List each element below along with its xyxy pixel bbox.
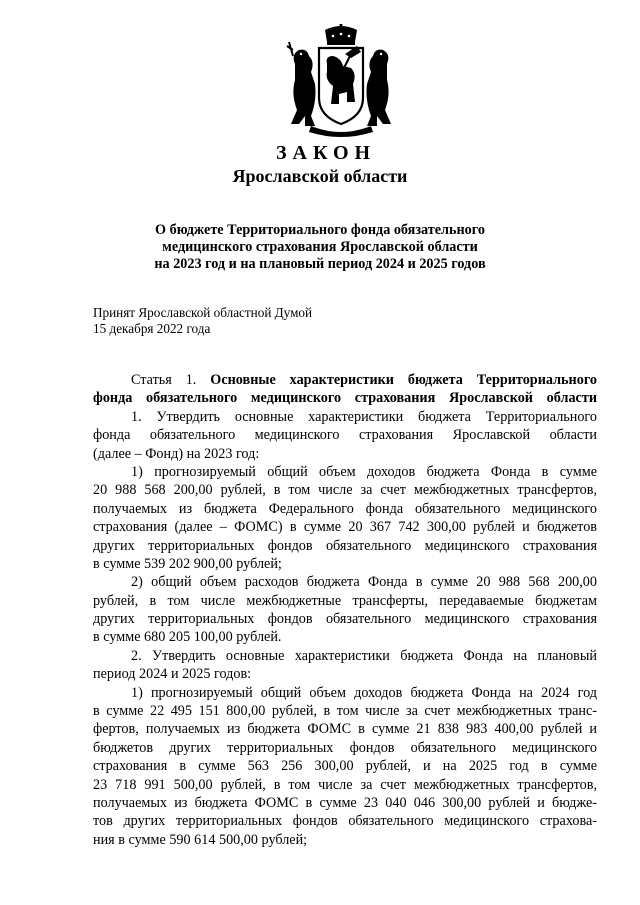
bear-supporter-right-icon [367, 50, 392, 126]
adoption-date: 15 декабря 2022 года [93, 321, 211, 336]
body-line: (далее – Фонд) на 2023 год: [93, 445, 260, 462]
body-line: тов других территориальных фондов обязательного медицинского страхова- [93, 813, 597, 830]
body-line: 2) общий объем расходов бюджета Фонда в сумме 20 988 568 200,00 [131, 574, 597, 591]
body-line: бюджетов других территориальных фондов обязательного медицинского [93, 739, 597, 756]
body-line: рублей, в том числе межбюджетные трансферты, передаваемые бюджетам [93, 592, 597, 609]
crown-icon [325, 24, 357, 45]
body-line: других территориальных фондов обязательного медицинского страхования [93, 611, 597, 628]
article-title-continued: фонда обязательного медицинского страхования Ярославской области [93, 390, 597, 407]
body-line: получаемых из бюджета Федерального фонда обязательного медицинского [93, 500, 597, 517]
body-line: в сумме 680 205 100,00 рублей. [93, 629, 282, 646]
body-line: фонда обязательного медицинского страхования Ярославской области [93, 427, 597, 444]
body-line: 1) прогнозируемый общий объем доходов бюджета Фонда на 2024 год [131, 684, 597, 701]
body-line: 20 988 568 200,00 рублей, в том числе за счет межбюджетных трансфертов, [93, 482, 597, 499]
body-line: 23 718 991 500,00 рублей, в том числе за счет межбюджетных трансфертов, [93, 776, 597, 793]
body-line: период 2024 и 2025 годов: [93, 666, 252, 683]
bear-supporter-left-icon [287, 42, 316, 126]
article-title: Основные характеристики бюджета Территориального [210, 372, 597, 388]
body-line: страхования (далее – ФОМС) в сумме 20 367 742 300,00 рублей и бюджетов [93, 519, 597, 536]
body-line: 1. Утвердить основные характеристики бюджета Территориального [131, 408, 597, 425]
subject-line: на 2023 год и на плановый период 2024 и 2025 годов [154, 256, 486, 272]
body-line: ния в сумме 590 614 500,00 рублей; [93, 831, 308, 848]
body-line: фертов, получаемых из бюджета ФОМС в сумме 21 838 983 400,00 рублей и [93, 721, 597, 738]
adoption-line: Принят Ярославской областной Думой [93, 305, 313, 320]
document-region: Ярославской области [232, 166, 408, 186]
article-heading-line [93, 371, 597, 389]
law-body [93, 371, 597, 849]
shield-icon [319, 46, 363, 124]
coat-of-arms-emblem [281, 24, 401, 140]
law-subject [0, 222, 640, 273]
adoption-note [93, 305, 312, 337]
document-heading: ЗАКОН [275, 142, 377, 164]
body-line: в сумме 539 202 900,00 рублей; [93, 555, 282, 572]
subject-line: О бюджете Территориального фонда обязательного [155, 222, 485, 238]
body-line: 2. Утвердить основные характеристики бюджета Фонда на плановый [131, 647, 597, 664]
body-line: других территориальных фондов обязательного медицинского страхования [93, 537, 597, 554]
body-line: получаемых из бюджета ФОМС в сумме 23 040 046 300,00 рублей и бюдже- [93, 794, 597, 811]
body-line: 1) прогнозируемый общий объем доходов бюджета Фонда в сумме [131, 463, 597, 480]
body-line: в сумме 22 495 151 800,00 рублей, в том числе за счет межбюджетных транс- [93, 703, 597, 720]
article-label: Статья 1. [131, 372, 197, 388]
body-line: страхования в сумме 563 256 300,00 рублей, и на 2025 год в сумме [93, 758, 597, 775]
subject-line: медицинского страхования Ярославской области [162, 239, 478, 255]
